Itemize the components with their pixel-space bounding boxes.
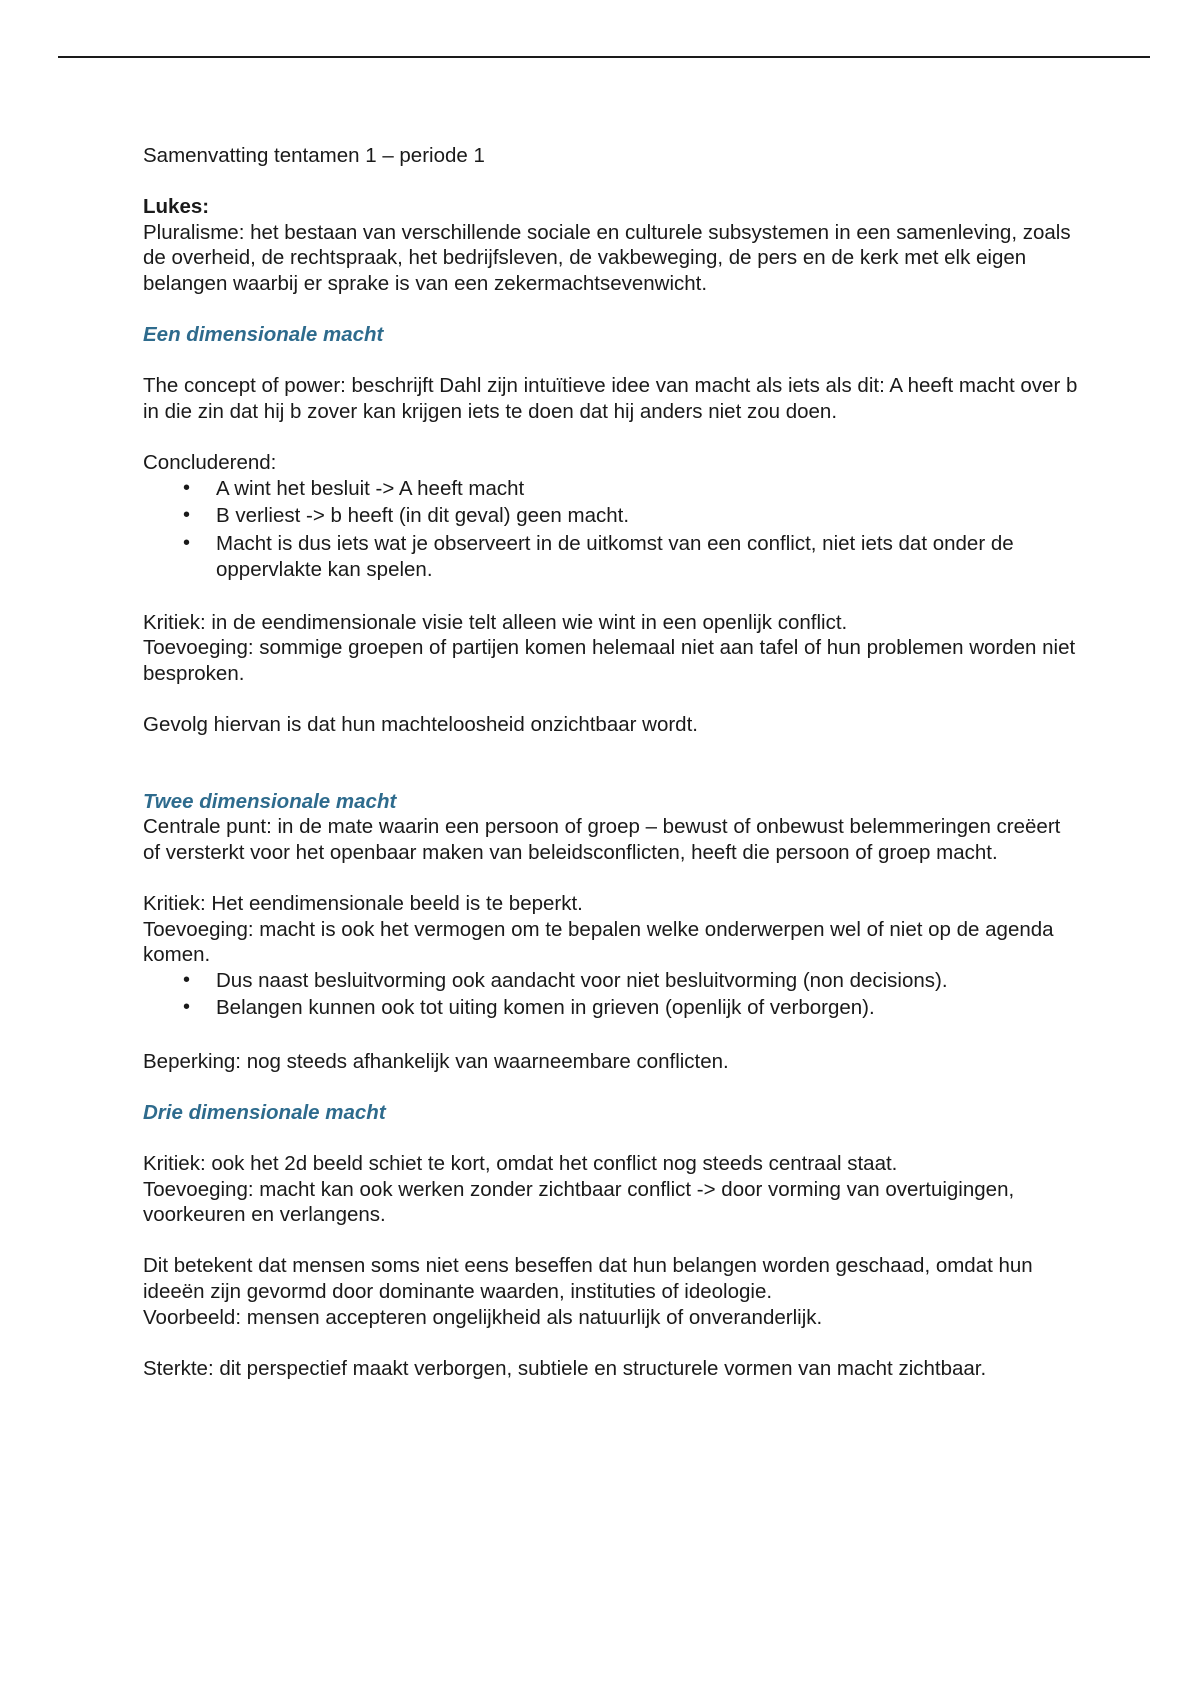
- document-body: [143, 143, 1083, 1381]
- centrale-punt-paragraph: Centrale punt: in de mate waarin een persoon of groep – bewust of onbewust belemmeringen creëert of versterkt voor het openbaar maken van beleidsconflicten, heeft die persoon of groep macht.: [143, 815, 1061, 864]
- betekent-paragraph: Dit betekent dat mensen soms niet eens beseffen dat hun belangen worden geschaad, omdat hun ideeën zijn gevormd door dominante waarden, instituties of ideologie.: [143, 1254, 1033, 1303]
- pluralisme-paragraph: Pluralisme: het bestaan van verschillende sociale en culturele subsystemen in een samenleving, zoals de overheid, de rechtspraak, het bedrijfsleven, de vakbeweging, de pers en de kerk met elk eigen belangen waarbij er sprake is van een zekermachtsevenwicht.: [143, 220, 1071, 295]
- sterkte-paragraph: Sterkte: dit perspectief maakt verborgen, subtiele en structurele vormen van macht zichtbaar.: [143, 1356, 987, 1380]
- toevoeging-list: [143, 968, 1083, 1021]
- kritiek-paragraph: Kritiek: ook het 2d beeld schiet te kort, omdat het conflict nog steeds centraal staat.: [143, 1151, 898, 1175]
- section-heading-een-dimensionale: Een dimensionale macht: [143, 323, 384, 347]
- list-item: • Dus naast besluitvorming ook aandacht voor niet besluitvorming (non decisions).: [216, 968, 1083, 994]
- toevoeging-paragraph: Toevoeging: sommige groepen of partijen komen helemaal niet aan tafel of hun problemen worden niet besproken.: [143, 636, 1076, 685]
- kritiek-paragraph: Kritiek: in de eendimensionale visie telt alleen wie wint in een openlijk conflict.: [143, 610, 848, 634]
- gevolg-paragraph: Gevolg hiervan is dat hun machteloosheid onzichtbaar wordt.: [143, 713, 698, 737]
- list-item: • Belangen kunnen ook tot uiting komen in grieven (openlijk of verborgen).: [216, 995, 1083, 1021]
- list-item: • B verliest -> b heeft (in dit geval) geen macht.: [216, 503, 1083, 529]
- document-title: Samenvatting tentamen 1 – periode 1: [143, 144, 485, 167]
- concept-of-power-paragraph: The concept of power: beschrijft Dahl zijn intuïtieve idee van macht als iets als dit: A heeft macht over b in die zin dat hij b zover kan krijgen iets te doen dat hij anders niet zou doen.: [143, 374, 1078, 423]
- list-item: • Macht is dus iets wat je observeert in de uitkomst van een conflict, niet iets dat onder de oppervlakte kan spelen.: [216, 531, 1083, 582]
- kritiek-paragraph: Kritiek: Het eendimensionale beeld is te beperkt.: [143, 892, 583, 916]
- section-heading-twee-dimensionale: Twee dimensionale macht: [143, 789, 397, 813]
- toevoeging-paragraph: Toevoeging: macht kan ook werken zonder zichtbaar conflict -> door vorming van overtuigingen, voorkeuren en verlangens.: [143, 1177, 1015, 1227]
- beperking-paragraph: Beperking: nog steeds afhankelijk van waarneembare conflicten.: [143, 1049, 729, 1073]
- header-rule: [58, 56, 1150, 58]
- lukes-heading: Lukes:: [143, 195, 210, 219]
- concluderend-list: [143, 476, 1083, 582]
- toevoeging-paragraph: Toevoeging: macht is ook het vermogen om te bepalen welke onderwerpen wel of niet op de agenda komen.: [143, 917, 1054, 967]
- voorbeeld-paragraph: Voorbeeld: mensen accepteren ongelijkheid als natuurlijk of onveranderlijk.: [143, 1305, 823, 1329]
- concluderend-label: Concluderend:: [143, 451, 277, 475]
- list-item: • A wint het besluit -> A heeft macht: [216, 476, 1083, 502]
- section-heading-drie-dimensionale: Drie dimensionale macht: [143, 1100, 386, 1124]
